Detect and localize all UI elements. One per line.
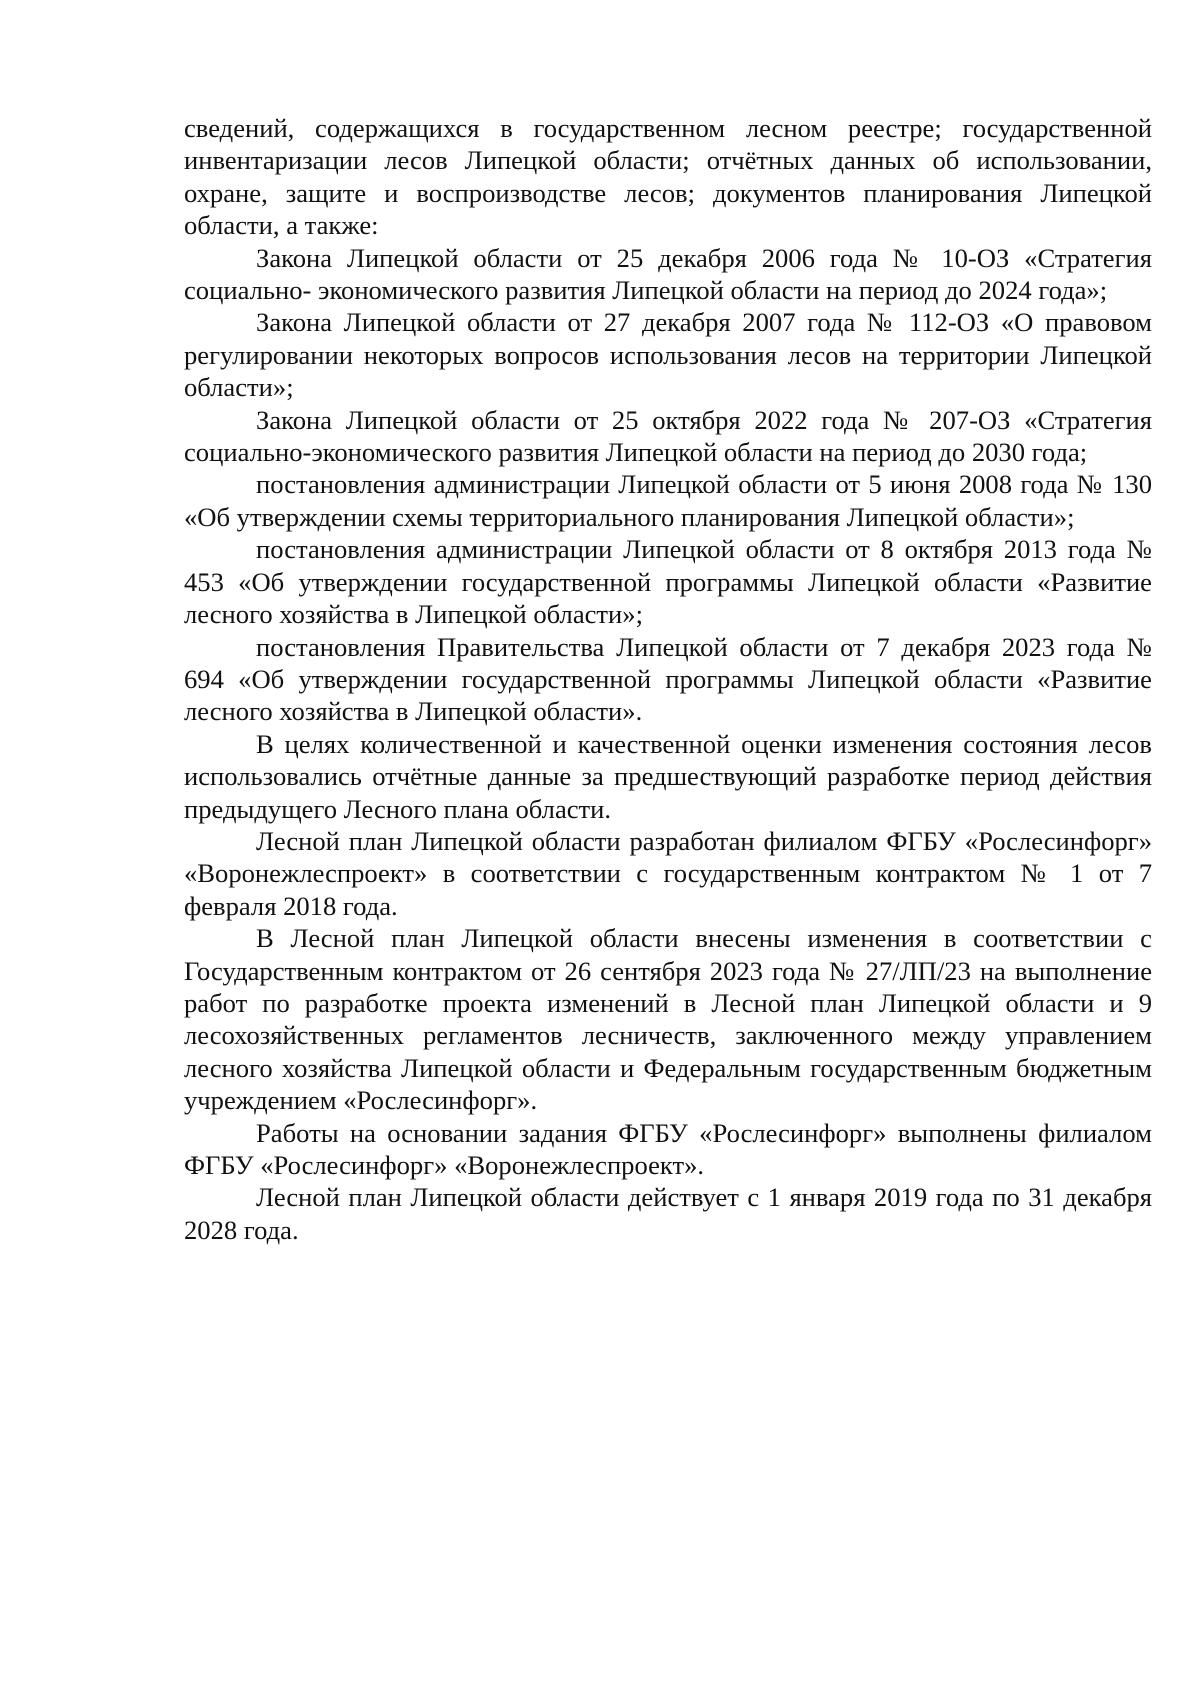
paragraph-assessment: В целях количественной и качественной оценки изменения состояния лесов использовались отчётные данные за предшествующий разработке период действия предыдущего Лесного плана области. bbox=[184, 728, 1152, 824]
paragraph-law-112-oz: Закона Липецкой области от 27 декабря 2007 года № 112-ОЗ «О правовом регулировании некоторых вопросов использования лесов на территории Липецкой области»; bbox=[184, 307, 1152, 403]
paragraph-validity: Лесной план Липецкой области действует с 1 января 2019 года по 31 декабря 2028 года. bbox=[184, 1182, 1152, 1245]
paragraph-resolution-694: постановления Правительства Липецкой области от 7 декабря 2023 года № 694 «Об утверждении государственной программы Липецкой области «Развитие лесного хозяйства в Липецкой области». bbox=[184, 631, 1152, 727]
paragraph-resolution-130: постановления администрации Липецкой области от 5 июня 2008 года № 130 «Об утверждении схемы территориального планирования Липецкой области»; bbox=[184, 469, 1152, 532]
document-body bbox=[184, 112, 1152, 1246]
paragraph-works: Работы на основании задания ФГБУ «Рослесинфорг» выполнены филиалом ФГБУ «Рослесинфорг» «Воронежлеспроект». bbox=[184, 1117, 1152, 1180]
paragraph-law-207-oz: Закона Липецкой области от 25 октября 2022 года № 207-ОЗ «Стратегия социально-экономического развития Липецкой области на период до 2030 года; bbox=[184, 404, 1152, 468]
paragraph-resolution-453: постановления администрации Липецкой области от 8 октября 2013 года № 453 «Об утверждении государственной программы Липецкой области «Развитие лесного хозяйства в Липецкой области»; bbox=[184, 534, 1152, 630]
paragraph-developer: Лесной план Липецкой области разработан филиалом ФГБУ «Рослесинфорг» «Воронежлеспроект» в соответствии с государственным контрактом № 1 от 7 февраля 2018 года. bbox=[184, 825, 1152, 921]
paragraph-law-10-oz: Закона Липецкой области от 25 декабря 2006 года № 10-ОЗ «Стратегия социально- экономического развития Липецкой области на период до 2024 года»; bbox=[184, 242, 1152, 306]
paragraph-amendments: В Лесной план Липецкой области внесены изменения в соответствии с Государственным контрактом от 26 сентября 2023 года № 27/ЛП/23 на выполнение работ по разработке проекта изменений в Лесной план Липецкой области и 9 лесохозяйственных регламентов лесничеств, заключенного между управлением лесного хозяйства Липецкой области и Федеральным государственным бюджетным учреждением «Рослесинфорг». bbox=[184, 923, 1152, 1116]
paragraph-sources-intro: сведений, содержащихся в государственном лесном реестре; государственной инвентаризации лесов Липецкой области; отчётных данных об использовании, охране, защите и воспроизводстве лесов; документов планирования Липецкой области, а также: bbox=[184, 113, 1152, 241]
